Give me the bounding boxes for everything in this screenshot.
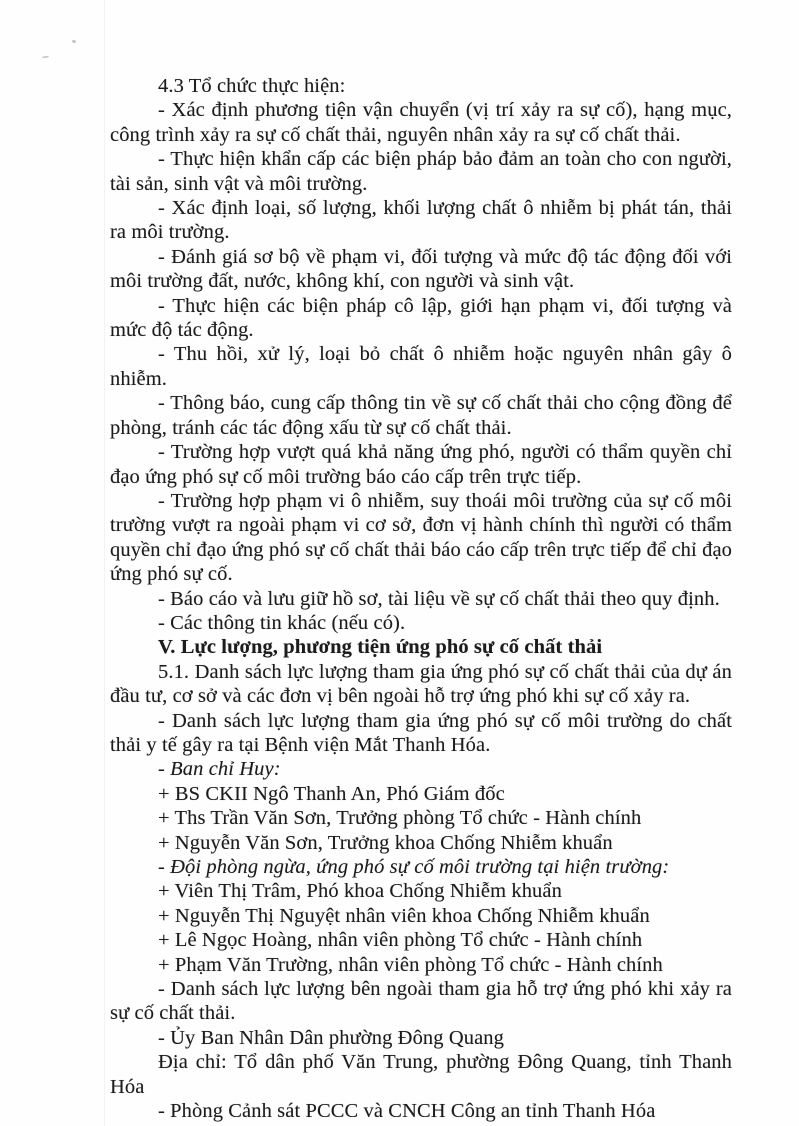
bullet-identify-pollutants: - Xác định loại, số lượng, khối lượng chất ô nhiễm bị phát tán, thải ra môi trường.	[110, 197, 732, 244]
bullet-isolation-measures: - Thực hiện các biện pháp cô lập, giới hạn phạm vi, đối tượng và mức độ tác động.	[110, 294, 732, 342]
bullet-preliminary-assessment: - Đánh giá sơ bộ về phạm vi, đối tượng và mức độ tác động đối với môi trường đất, nước, không khí, con người và sinh vật.	[110, 245, 732, 293]
label-command-board: - Ban chỉ Huy:	[158, 758, 281, 781]
heading-4-3: 4.3 Tổ chức thực hiện:	[158, 75, 346, 97]
member-pham-van-truong: + Phạm Văn Trường, nhân viên phòng Tổ chức - Hành chính	[158, 953, 663, 976]
bullet-force-list-internal: - Danh sách lực lượng tham gia ứng phó sự cố môi trường do chất thải y tế gây ra tại Bệnh viện Mắt Thanh Hóa.	[110, 709, 732, 756]
bullet-exceed-capacity-report: - Trường hợp vượt quá khả năng ứng phó, người có thẩm quyền chỉ đạo ứng phó sự cố môi trường báo cáo cấp trên trực tiếp.	[110, 441, 732, 488]
member-vien-thi-tram: + Viên Thị Trâm, Phó khoa Chống Nhiễm khuẩn	[158, 880, 562, 903]
bullet-recovery-treatment: - Thu hồi, xử lý, loại bỏ chất ô nhiễm hoặc nguyên nhân gây ô nhiễm.	[110, 343, 732, 390]
document-body	[110, 74, 732, 1123]
label-onsite-team: - Đội phòng ngừa, ứng phó sự cố môi trường tại hiện trường:	[158, 856, 670, 878]
bullet-emergency-safety: - Thực hiện khẩn cấp các biện pháp bảo đảm an toàn cho con người, tài sản, sinh vật và môi trường.	[110, 148, 732, 195]
bullet-ward-peoples-committee: - Ủy Ban Nhân Dân phường Đông Quang	[158, 1026, 504, 1049]
member-nguyen-van-son: + Nguyễn Văn Sơn, Trưởng khoa Chống Nhiễm khuẩn	[158, 831, 613, 854]
para-5-1: 5.1. Danh sách lực lượng tham gia ứng phó sự cố chất thải của dự án đầu tư, cơ sở và các đơn vị bên ngoài hỗ trợ ứng phó khi sự cố xảy ra.	[110, 660, 732, 708]
member-tran-van-son: + Ths Trần Văn Sơn, Trưởng phòng Tổ chức - Hành chính	[158, 807, 642, 830]
heading-section-v: V. Lực lượng, phương tiện ứng phó sự cố chất thải	[158, 636, 603, 659]
bullet-other-info: - Các thông tin khác (nếu có).	[158, 611, 406, 634]
bullet-report-archive: - Báo cáo và lưu giữ hồ sơ, tài liệu về sự cố chất thải theo quy định.	[158, 587, 720, 610]
bullet-identify-transport: - Xác định phương tiện vận chuyển (vị trí xảy ra sự cố), hạng mục, công trình xảy ra sự cố chất thải, nguyên nhân xảy ra sự cố chất thải.	[110, 99, 732, 146]
scan-edge-artifact	[104, 0, 105, 1126]
bullet-fire-police: - Phòng Cảnh sát PCCC và CNCH Công an tỉnh Thanh Hóa	[158, 1100, 656, 1123]
bullet-notify-community: - Thông báo, cung cấp thông tin về sự cố chất thải cho cộng đồng để phòng, tránh các tác động xấu từ sự cố chất thải.	[110, 392, 732, 439]
bullet-pollution-beyond-scope: - Trường hợp phạm vi ô nhiễm, suy thoái môi trường của sự cố môi trường vượt ra ngoài phạm vi cơ sở, đơn vị hành chính thì người có thẩm quyền chỉ đạo ứng phó sự cố chất thải báo cáo cấp trên trực tiếp để chỉ đạo ứng phó sự cố.	[110, 489, 732, 586]
member-le-ngoc-hoang: + Lê Ngọc Hoàng, nhân viên phòng Tổ chức - Hành chính	[158, 929, 643, 952]
scan-speck	[42, 56, 49, 59]
line-address: Địa chỉ: Tổ dân phố Văn Trung, phường Đông Quang, tỉnh Thanh Hóa	[110, 1051, 732, 1098]
member-nguyen-thi-nguyet: + Nguyễn Thị Nguyệt nhân viên khoa Chống Nhiễm khuẩn	[158, 904, 650, 927]
member-ngo-thanh-an: + BS CKII Ngô Thanh An, Phó Giám đốc	[158, 782, 505, 805]
scan-speck	[72, 39, 77, 43]
bullet-force-list-external: - Danh sách lực lượng bên ngoài tham gia hỗ trợ ứng phó khi xảy ra sự cố chất thải.	[110, 978, 732, 1025]
